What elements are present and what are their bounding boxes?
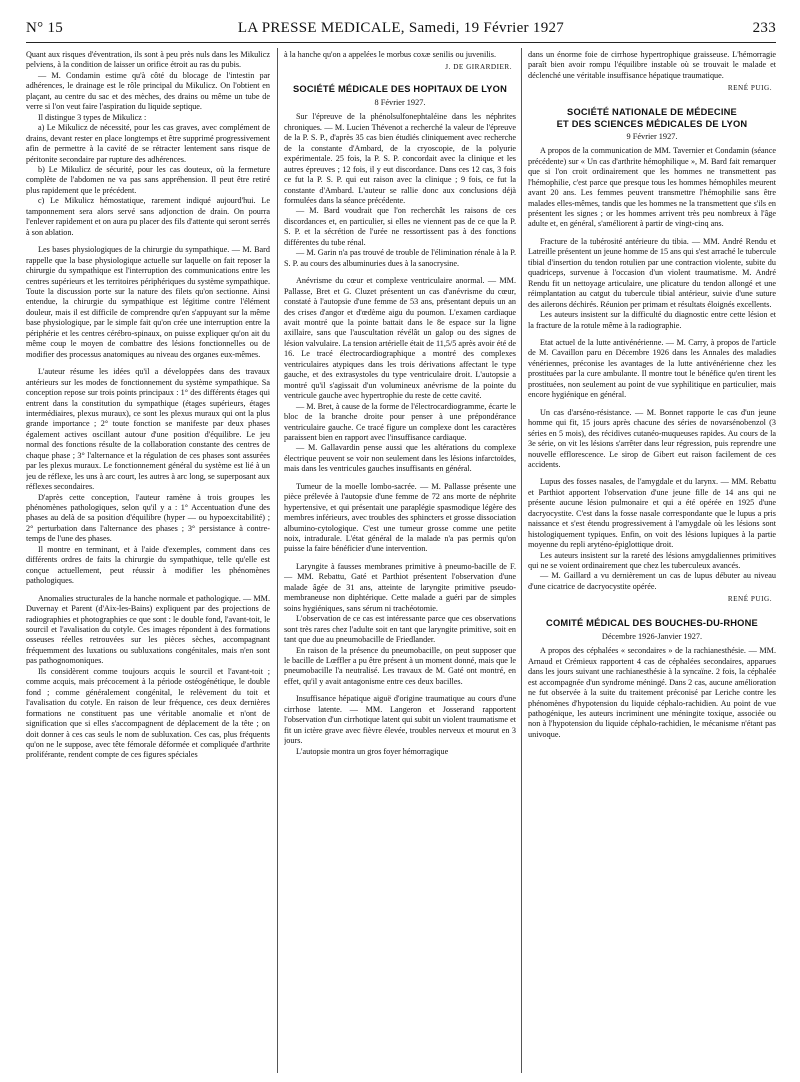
- paragraph: Il montre en terminant, et à l'aide d'exemples, comment dans ces différents ordres de faits la chirurgie du sympathique, telle qu'elle est conçue actuellement, peut réussir à modifier les phénomènes pathologiques.: [26, 544, 270, 586]
- paragraph: — M. Gallavardin pense aussi que les altérations du complexe électrique peuvent se voir non seulement dans les lésions infarctoïdes, mais dans les ventricules gauches insuffisants en général.: [284, 443, 516, 474]
- paragraph: à la hanche qu'on a appelées le morbus coxæ senilis ou juvenilis.: [284, 50, 497, 59]
- header-rule: [26, 42, 776, 43]
- paragraph: D'après cette conception, l'auteur ramène à trois groupes les phénomènes pathologiques, selon qu'il y a : 1° Accentuation d'une des phases au delà de sa position d'équilibre (hyper — ou hypoexcitabilité) ; 2° perturbation dans l'alternance des phases ; 3° persistance à contre-temps de l'une des phases.: [26, 492, 270, 544]
- paragraph: Ils considèrent comme toujours acquis le sourcil et l'avant-toit ; comme acquis, mais précocement à la période ostéogénétique, le double fond ; comme généralement congénital, le relèvement du toit et l'avalisation du cotyle. En raison de leur fréquence, ces deux dernières formations ne constituent pas une véritable anomalie et n'ont de signification que si elles s'accompagnent de déplacement de la tête ; on doit donner à ces cas seuls le nom de subluxation. Ces cas, plus fréquents qu'on ne le suppose, avec tête fémorale déformée et compliquée d'arthrite proliférante, rendent compte de ces figures spéciales: [26, 666, 270, 760]
- column-divider: [277, 48, 278, 1073]
- author-signature: RENÉ PUIG.: [727, 84, 772, 93]
- paragraph: Fracture de la tubérosité antérieure du tibia. — MM. André Rendu et Latreille présentent un jeune homme de 15 ans qui s'est arraché le tubercule tibial d'insertion du tendon rotulien par une contraction violente, subite du quadriceps, survenue à l'occasion d'un violent traumatisme. M. André Rendu fit un nettoyage articulaire, une plicature du tendon allongé et une réimplantation au catgut du tubercule tibial antérieur, suivie d'une suture des ailerons déchirés. Réunion per primam et résultats éloignés excellents.: [528, 236, 776, 309]
- paragraph: Etat actuel de la lutte antivénérienne. — M. Carry, à propos de l'article de M. Cavaillon paru en Décembre 1926 dans les Annales des maladies vénériennes, préconise les avantages de la lutte antivénérienne chez les prostituées par la cure ambulante. Il montre tout le bénéfice qu'en tirent les prostituées, non seulement au point de vue syphilitique en particulier, mais encore hygiénique en général.: [528, 337, 776, 400]
- author-signature: J. DE GIRARDIER.: [445, 63, 512, 72]
- paragraph: — M. Gaillard a vu dernièrement un cas de lupus débuter au niveau d'une cicatrice de dacryocystite opérée.: [528, 571, 776, 591]
- paragraph: A propos de la communication de MM. Tavernier et Condamin (séance précédente) sur « Un cas d'arthrite hémophilique », M. Bard fait remarquer que si l'on croit ordinairement que les hommes ne transmettent pas l'hémophilie, c'est parce que presque tous les hommes hémophiles meurent avant 20 ans. Les femmes peuvent transmettre l'hémophilie sans être malades elles-mêmes, tandis que les hommes ne la transmettent que s'ils en présentent les signes ; or les hommes arrivent très peu nombreux à l'âge adulte et, en général, s'améliorent à partir de vingt-cinq ans.: [528, 146, 776, 229]
- paragraph: Laryngite à fausses membranes primitive à pneumo-bacille de F. — MM. Rebattu, Gaté et Parthiot présentent l'observation d'une malade âgée de 31 ans, atteinte de laryngite primitive pseudo-membraneuse non diphtérique. Cette malade a guéri par de simples soins hygiéniques, sans sérum ni trachéotomie.: [284, 561, 516, 613]
- society-heading: COMITÉ MÉDICAL DES BOUCHES-DU-RHONE: [546, 617, 758, 628]
- paragraph: Insuffisance hépatique aiguë d'origine traumatique au cours d'une cirrhose latente. — MM. Langeron et Josserand rapportent l'observation d'un cirrhotique latent qui subit un violent traumatisme et fit un ictère grave avec fièvre élevée, troubles nerveux et mourut en 3 jours.: [284, 694, 516, 746]
- paragraph: — M. Condamin estime qu'à côté du blocage de l'intestin par adhérences, le drainage est le rôle principal du Mikulicz. On l'obtient en plaçant, au centre du sac et des mèches, des drains ou même un tube de verre si l'on veut faire l'aspiration du liquide septique.: [26, 70, 270, 112]
- society-heading: [528, 106, 776, 130]
- paragraph: Lupus des fosses nasales, de l'amygdale et du larynx. — MM. Rebattu et Parthiot apportent l'observation d'une jeune fille de 14 ans qui ne présente aucune lésion pulmonaire et qui a été opérée en 1925 d'une dacryocystite. C'est dans la fosse nasale correspondante que le lupus a pris naissance et s'est étendu progressivement à l'amygdale où les lésions sont histologiquement typiques. Enfin, on voit des lésions lupiques à la partie moyenne du repli aryténo-épiglottique droit.: [528, 477, 776, 550]
- paragraph: A propos des céphalées « secondaires » de la rachianesthésie. — MM. Arnaud et Crémieux rapportent 4 cas de céphalées secondaires, apparues dans les jours suivant une rachianesthésie à la syncaïne. 2 fois, la céphalée est accompagnée d'un syndrome méningé. Dans 2 cas, aucune amélioration ne fut observée à la suite du traitement préconisé par Leriche contre les phénomènes d'hypotension du liquide céphalo-rachidien. Au point de vue pathogénique, les auteurs incriminent une méningite toxique, associée ou non à l'hypotension du liquide céphalo-rachidien, le mécanisme n'étant pas univoque.: [528, 646, 776, 739]
- paragraph: — M. Garin n'a pas trouvé de trouble de l'élimination rénale à la P. S. P. au cours des albuminuries dues à la sanocrysine.: [284, 248, 516, 268]
- paragraph: a) Le Mikulicz de nécessité, pour les cas graves, avec complément de drains, devant rester en place longtemps et être supprimé progressivement afin de permettre à la cavité de se rétracter lentement sans risque de péritonite secondaire par rupture des adhérences.: [26, 123, 270, 164]
- page-header: [26, 18, 776, 40]
- paragraph: L'observation de ce cas est intéressante parce que ces observations sont très rares chez l'adulte soit en tant que laryngite primitive, soit en tant que due au pneumobacille de Friedlander.: [284, 614, 516, 645]
- paragraph: Anomalies structurales de la hanche normale et pathologique. — MM. Duvernay et Parent (d'Aix-les-Bains) expliquent par des projections de radiographies et photographies ce que sont : le double fond, l'avant-toit, le sourcil et l'avalisation du cotyle. Ces images répondent à des formations osseuses réelles retrouvées sur les pièces sèches, accompagnant fréquemment des luxations ou subluxations congénitales, mais n'en sont pas pathognomoniques.: [26, 593, 270, 666]
- author-signature: RENÉ PUIG.: [727, 595, 772, 604]
- page-number: 233: [752, 20, 776, 36]
- society-heading-line: ET DES SCIENCES MÉDICALES DE LYON: [556, 118, 748, 129]
- session-date: Décembre 1926-Janvier 1927.: [601, 631, 703, 641]
- paragraph: c) Le Mikulicz hémostatique, rarement indiqué aujourd'hui. Le tamponnement sera alors servé sans adjonction de drain. On pourra l'enlever rapidement et on aura pu placer des fils d'attente qui seront serrés à son ablation.: [26, 196, 270, 237]
- society-heading-line: SOCIÉTÉ NATIONALE DE MÉDECINE: [567, 106, 737, 117]
- paragraph: Anévrisme du cœur et complexe ventriculaire anormal. — MM. Pallasse, Bret et G. Cluzet présentent un cas d'anévrisme du cœur, constaté à l'autopsie d'une femme de 53 ans, présentant depuis un an des crises d'angor et d'œdème aigu du poumon. L'examen cardiaque avait montré que la pointe battait dans le 8e espace sur la ligne axillaire, sans que l'auscultation révélât un galop ou des signes de lésion valvulaire. La tension artérielle était de 11,5/5 après avoir été de 16. Le tracé électrocardiographique a montré des complexes ventriculaires atypiques dans les trois dérivations affectant le type gauche, et des extrasystoles du type ventriculaire droit. L'autopsie a montré qu'il s'agissait d'un volumineux anévrisme de la pointe du ventricule gauche avec hypertrophie du reste de cette cavité.: [284, 276, 516, 401]
- column-divider: [521, 48, 522, 1073]
- paragraph: — M. Bard voudrait que l'on recherchât les raisons de ces discordances et, en particulier, si elles ne viennent pas de ce que la P. S. P. et la sécrétion de l'urée ne ressortissent pas à des fonctions différentes du tube rénal.: [284, 206, 516, 247]
- column-1: [26, 50, 270, 1070]
- paragraph: Un cas d'arséno-résistance. — M. Bonnet rapporte le cas d'un jeune homme qui fit, 15 jours après chacune des séries de novarsénobenzol (3 séries en 5 mois), des récidives cutanéo-muqueuses rapides. Au cours de la 3e série, on vit les lésions s'arrêter dans leur régression, puis reprendre une nouvelle efflorescence. Le sirop de Gibert eut raison facilement de ces accidents.: [528, 407, 776, 469]
- society-heading: SOCIÉTÉ MÉDICALE DES HOPITAUX DE LYON: [292, 83, 508, 94]
- session-date: 9 Février 1927.: [626, 131, 678, 141]
- column-3: [528, 50, 776, 1070]
- session-date: 8 Février 1927.: [374, 97, 426, 107]
- column-2: [284, 50, 516, 1070]
- issue-number: N° 15: [26, 20, 64, 36]
- journal-title: LA PRESSE MEDICALE, Samedi, 19 Février 1927: [237, 20, 565, 36]
- paragraph: b) Le Mikulicz de sécurité, pour les cas douteux, où la fermeture complète de l'abdomen ne va pas sans appréhension. Il peut être retiré plus rapidement que le précédent.: [26, 164, 270, 195]
- paragraph: Les auteurs insistent sur la difficulté du diagnostic entre cette lésion et la fracture de la rotule même à la radiographie.: [528, 310, 776, 330]
- paragraph: Il distingue 3 types de Mikulicz :: [38, 112, 147, 122]
- paragraph: Tumeur de la moelle lombo-sacrée. — M. Pallasse présente une pièce prélevée à l'autopsie d'une femme de 72 ans morte de néphrite hypertensive, et qui présentait une paraplégie spasmodique légère des membres inférieurs, avec troubles des sphincters et grosse dissociation albumino-cytologique. C'est une tumeur grosse comme une petite noix, intradurale. L'état général de la malade n'a pas permis qu'on puisse la faire bénéficier d'une intervention.: [284, 481, 516, 554]
- paragraph: Les auteurs insistent sur la rareté des lésions amygdaliennes primitives qui ne se voient ordinairement que chez les tuberculeux avancés.: [528, 550, 776, 571]
- paragraph: dans un énorme foie de cirrhose hypertrophique graisseuse. L'hémorragie paraît bien avoir rompu l'équilibre instable où se trouvait le malade et déclenché une véritable insuffisance hépatique traumatique.: [528, 50, 776, 80]
- paragraph: Les bases physiologiques de la chirurgie du sympathique. — M. Bard rappelle que la base physiologique actuelle sur laquelle on fait reposer la chirurgie du sympathique est l'interruption des communications entre les centres supérieurs et les territoires périphériques du système sympathique. Toute la discussion porte sur la nature des filets qu'on sectionne. Ainsi entendue, la chirurgie du sympathique est légitime contre l'élément douleur, mais il est difficile de comprendre qu'en s'appuyant sur la même base physiologique, par le simple fait qu'on crée une interruption entre la périphérie et les centres cérébro-spinaux, on puisse expliquer qu'on ait du même coup le moyen de combattre des lésions fonctionnelles ou de modifier des processus anatomiques au niveau des organes eux-mêmes.: [26, 245, 270, 359]
- paragraph: En raison de la présence du pneumobacille, on peut supposer que le bacille de Lœffler a pu être présent à un moment donné, mais que le pneumobacille l'a neutralisé. Les travaux de M. Gaté ont montré, en effet, qu'il y avait antagonisme entre ces deux bacilles.: [284, 645, 516, 686]
- paragraph: Sur l'épreuve de la phénolsulfonephtaléine dans les néphrites chroniques. — M. Lucien Thévenot a recherché la valeur de l'épreuve de la P. S. P., d'après 35 cas bien étudiés cliniquement avec recherche de la constante d'Ambard, de la cryoscopie, de la polyurie expérimentale. 25 fois, la P. S. P. concordait avec la clinique et les autres épreuves ; 12 fois, il y eut discordance. Dans ces 12 cas, 3 fois ce fut la P. S. P. qui eut raison avec la clinique ; 9 fois, ce fut la constante d'Ambard. L'auteur se rallie donc aux conclusions déjà formulées dans la séance précédente.: [284, 112, 516, 205]
- paragraph: L'autopsie montra un gros foyer hémorragique: [296, 746, 449, 756]
- paragraph: Quant aux risques d'éventration, ils sont à peu près nuls dans les Mikulicz pelviens, à la condition de laisser un orifice étroit au ras du pubis.: [26, 50, 270, 70]
- paragraph: L'auteur résume les idées qu'il a développées dans des travaux antérieurs sur les modes de fonctionnement du système sympathique. Sa conception repose sur trois points principaux : 1° des différents étages qui entrent dans la constitution du sympathique (étages supérieurs, étages intermédiaires, plexus muraux), ce sont les plexus muraux qui ont la plus grande importance ; 2° toute fonction se manifeste par deux phases également actives oscillant autour d'une position d'équilibre. Le jeu normal des fonctions résulte de la collaboration constante des centres de chaque phase ; 3° l'alternance et la régulation de ces phases sont assurées par les plexus muraux. Le fonctionnement général du système est lié à un jeu de réflexe, les uns à arc court, les autres à arc long, se superposant aux réflexes secondaires.: [26, 367, 270, 492]
- paragraph: — M. Bret, à cause de la forme de l'électrocardiogramme, écarte le bloc de la branche droite pour penser à une prépondérance ventriculaire gauche. Ce tracé figure un complexe dont les caractères paraissent bien en rapport avec l'insuffisance cardiaque.: [284, 401, 516, 442]
